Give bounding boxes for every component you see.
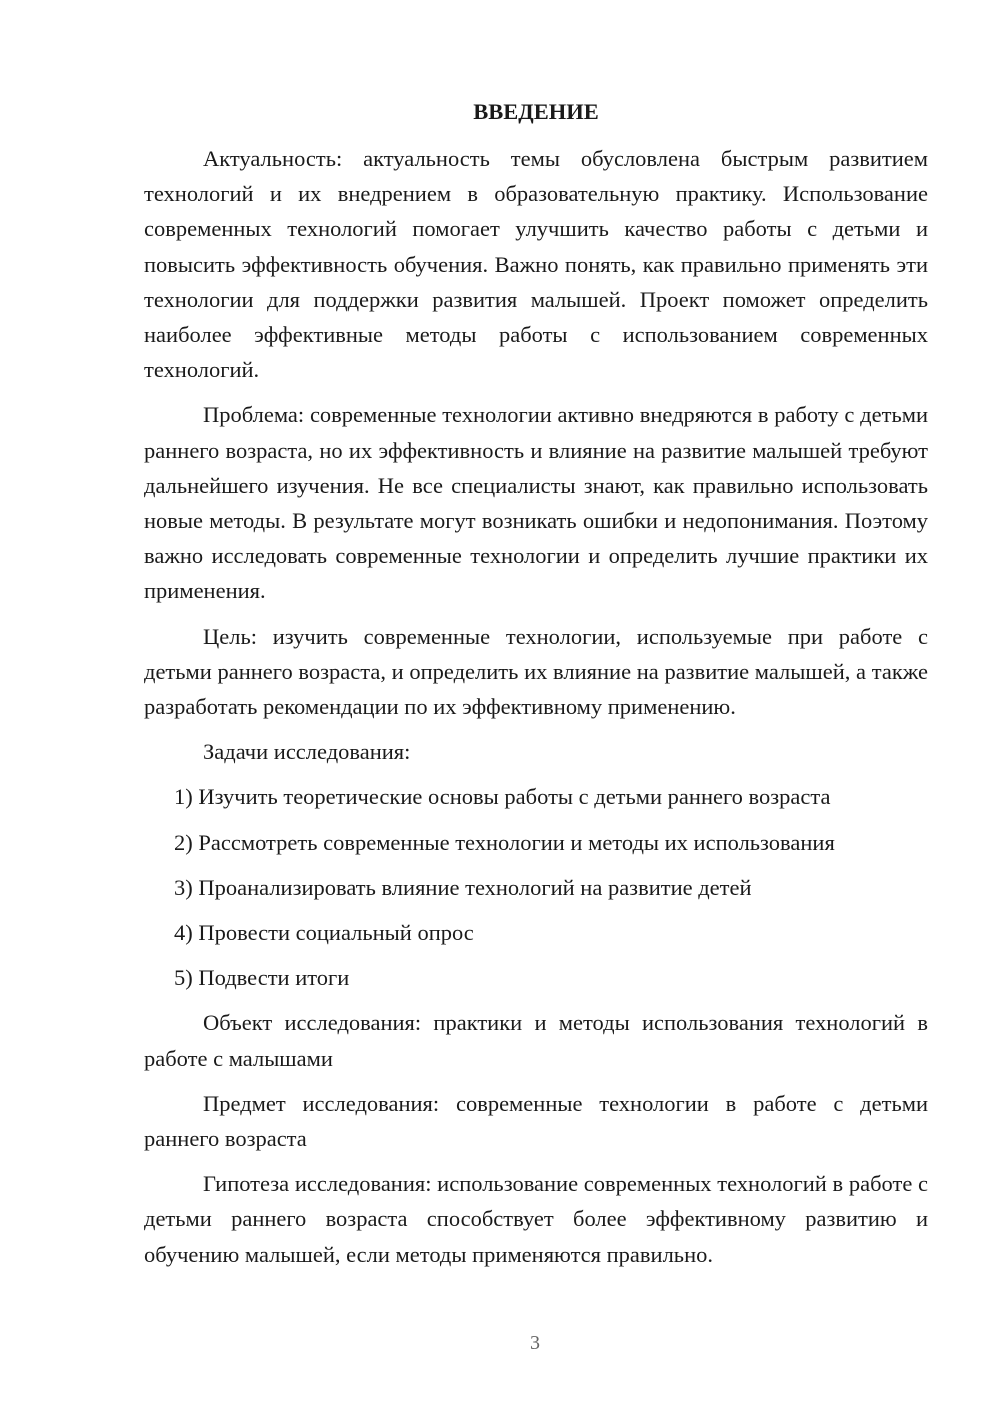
list-item: 5) Подвести итоги <box>174 965 350 991</box>
goal-paragraph: Цель: изучить современные технологии, используемые при работе с детьми раннего возраста, и определить их влияние на развитие малышей, а также разработать рекомендации по их эффективному применению. <box>144 623 928 720</box>
tasks-title: Задачи исследования: <box>203 739 411 765</box>
list-item: 1) Изучить теоретические основы работы с детьми раннего возраста <box>174 784 831 810</box>
page-title: ВВЕДЕНИЕ <box>473 99 599 124</box>
object-paragraph: Объект исследования: практики и методы использования технологий в работе с малышами <box>144 1010 928 1071</box>
list-item: 3) Проанализировать влияние технологий на развитие детей <box>174 874 752 900</box>
list-item: 2) Рассмотреть современные технологии и методы их использования <box>174 829 835 855</box>
subject-paragraph: Предмет исследования: современные технологии в работе с детьми раннего возраста <box>144 1090 928 1152</box>
hypothesis-paragraph: Гипотеза исследования: использование современных технологий в работе с детьми раннего возраста способствует более эффективному развитию и обучению малышей, если методы применяются правильно. <box>144 1171 928 1267</box>
document-page <box>144 94 928 1272</box>
relevance-paragraph: Актуальность: актуальность темы обусловлена быстрым развитием технологий и их внедрением в образовательную практику. Использование современных технологий помогает улучшить качество работы с детьми и повысить эффективность обучения. Важно понять, как правильно применять эти технологии для поддержки развития малышей. Проект поможет определить наиболее эффективные методы работы с использованием современных технологий. <box>144 146 928 383</box>
page-number: 3 <box>530 1332 540 1354</box>
problem-paragraph: Проблема: современные технологии активно внедряются в работу с детьми раннего возраста, но их эффективность и влияние на развитие малышей требуют дальнейшего изучения. Не все специалисты знают, как правильно использовать новые методы. В результате могут возникать ошибки и недопонимания. Поэтому важно исследовать современные технологии и определить лучшие практики их применения. <box>144 402 928 604</box>
task-list <box>144 779 928 995</box>
list-item: 4) Провести социальный опрос <box>174 920 474 946</box>
